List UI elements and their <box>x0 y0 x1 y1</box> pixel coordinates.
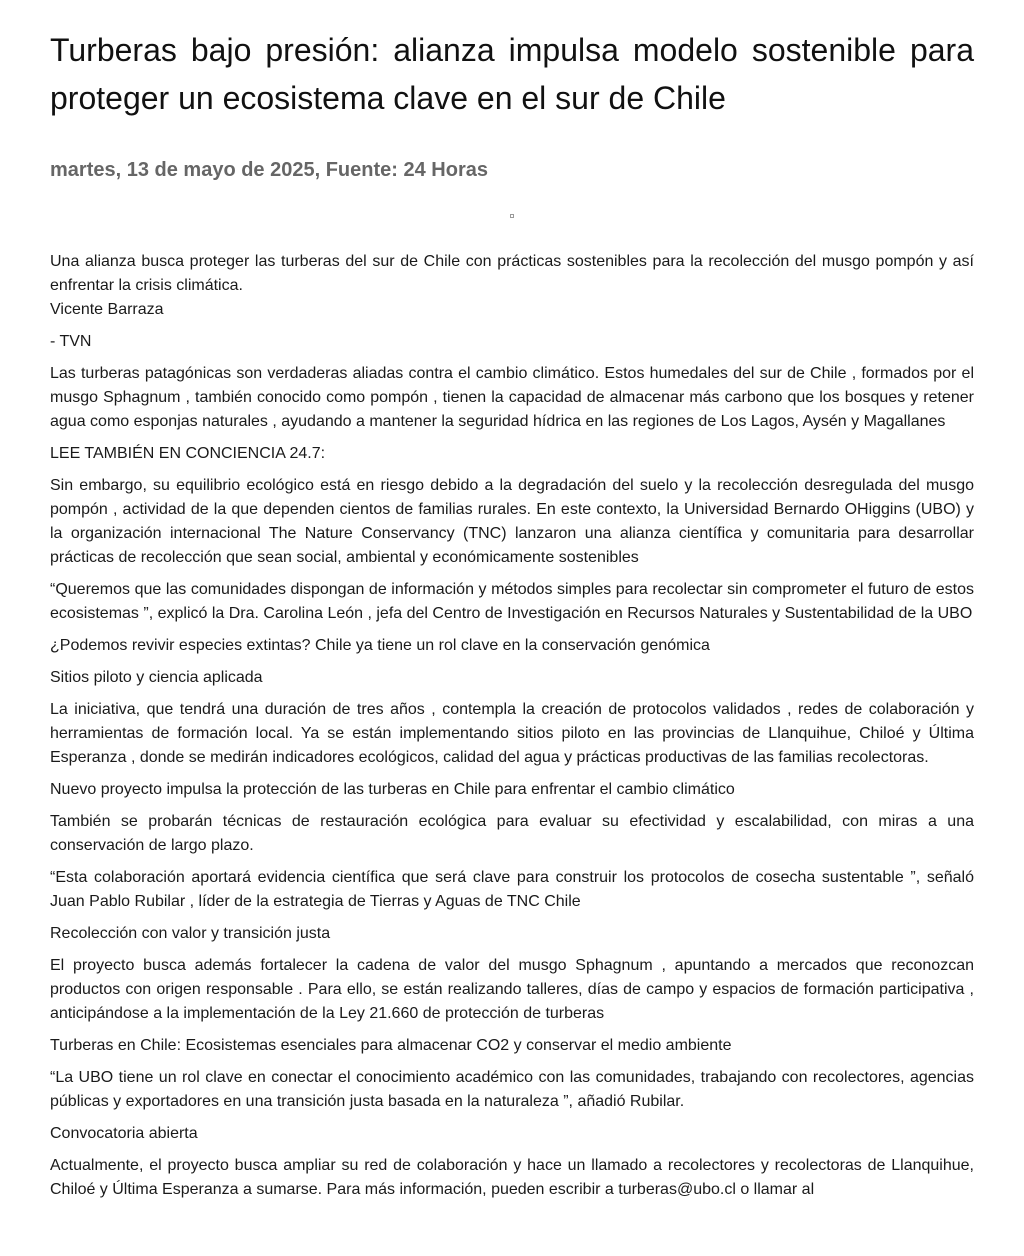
related-article-link[interactable]: Turberas en Chile: Ecosistemas esenciales para almacenar CO2 y conservar el medio ambiente <box>50 1037 732 1054</box>
article-lead: Una alianza busca proteger las turberas del sur de Chile con prácticas sostenibles para la recolección del musgo pompón y así enfrentar la crisis climática. <box>50 253 974 294</box>
broken-image-icon <box>510 214 514 218</box>
article-paragraph: También se probarán técnicas de restauración ecológica para evaluar su efectividad y escalabilidad, con miras a una conservación de largo plazo. <box>50 813 974 854</box>
article-body <box>50 250 974 1202</box>
article-paragraph: Actualmente, el proyecto busca ampliar su red de colaboración y hace un llamado a recolectores y recolectoras de Llanquihue, Chiloé y Última Esperanza a sumarse. Para más información, pueden escribir a turberas@ubo.cl o llamar al <box>50 1157 974 1198</box>
article-paragraph: La iniciativa, que tendrá una duración de tres años , contempla la creación de protocolos validados , redes de colaboración y herramientas de formación local. Ya se están implementando sitios piloto en las provincias de Llanquihue, Chiloé y Última Esperanza , donde se medirán indicadores ecológicos, calidad del agua y prácticas productivas de las familias recolectoras. <box>50 701 974 766</box>
section-subheading: Recolección con valor y transición justa <box>50 925 331 942</box>
article-quote: “Esta colaboración aportará evidencia científica que será clave para construir los protocolos de cosecha sustentable ”, señaló Juan Pablo Rubilar , líder de la estrategia de Tierras y Aguas de TNC Chile <box>50 869 974 910</box>
article-quote: “La UBO tiene un rol clave en conectar el conocimiento académico con las comunidades, trabajando con recolectores, agencias públicas y exportadores en una transición justa basada en la naturaleza ”, añadió Rubilar. <box>50 1069 974 1110</box>
article-paragraph: Sin embargo, su equilibrio ecológico está en riesgo debido a la degradación del suelo y la recolección desregulada del musgo pompón , actividad de la que dependen cientos de familias rurales. En este contexto, la Universidad Bernardo OHiggins (UBO) y la organización internacional The Nature Conservancy (TNC) lanzaron una alianza científica y comunitaria para desarrollar prácticas de recolección que sean social, ambiental y económicamente sostenibles <box>50 477 974 566</box>
article-paragraph: Las turberas patagónicas son verdaderas aliadas contra el cambio climático. Estos humedales del sur de Chile , formados por el musgo Sphagnum , también conocido como pompón , tienen la capacidad de almacenar más carbono que los bosques y retener agua como esponjas naturales , ayudando a mantener la seguridad hídrica en las regiones de Los Lagos, Aysén y Magallanes <box>50 365 974 430</box>
article-author: Vicente Barraza <box>50 301 164 318</box>
article-paragraph: El proyecto busca además fortalecer la cadena de valor del musgo Sphagnum , apuntando a mercados que reconozcan productos con origen responsable . Para ello, se están realizando talleres, días de campo y espacios de formación participativa , anticipándose a la implementación de la Ley 21.660 de protección de turberas <box>50 957 974 1022</box>
related-article-link[interactable]: Nuevo proyecto impulsa la protección de las turberas en Chile para enfrentar el cambio climático <box>50 781 735 798</box>
related-article-link[interactable]: ¿Podemos revivir especies extintas? Chile ya tiene un rol clave en la conservación genómica <box>50 637 710 654</box>
article-dateline: martes, 13 de mayo de 2025, Fuente: 24 Horas <box>50 159 488 181</box>
section-subheading: Sitios piloto y ciencia aplicada <box>50 669 263 686</box>
article-source: - TVN <box>50 333 92 350</box>
section-subheading: Convocatoria abierta <box>50 1125 198 1142</box>
article-title: Turberas bajo presión: alianza impulsa modelo sostenible para proteger un ecosistema clave en el sur de Chile <box>50 32 974 116</box>
article-quote: “Queremos que las comunidades dispongan de información y métodos simples para recolectar sin comprometer el futuro de estos ecosistemas ”, explicó la Dra. Carolina León , jefa del Centro de Investigación en Recursos Naturales y Sustentabilidad de la UBO <box>50 581 974 622</box>
related-heading: LEE TAMBIÉN EN CONCIENCIA 24.7: <box>50 445 326 462</box>
